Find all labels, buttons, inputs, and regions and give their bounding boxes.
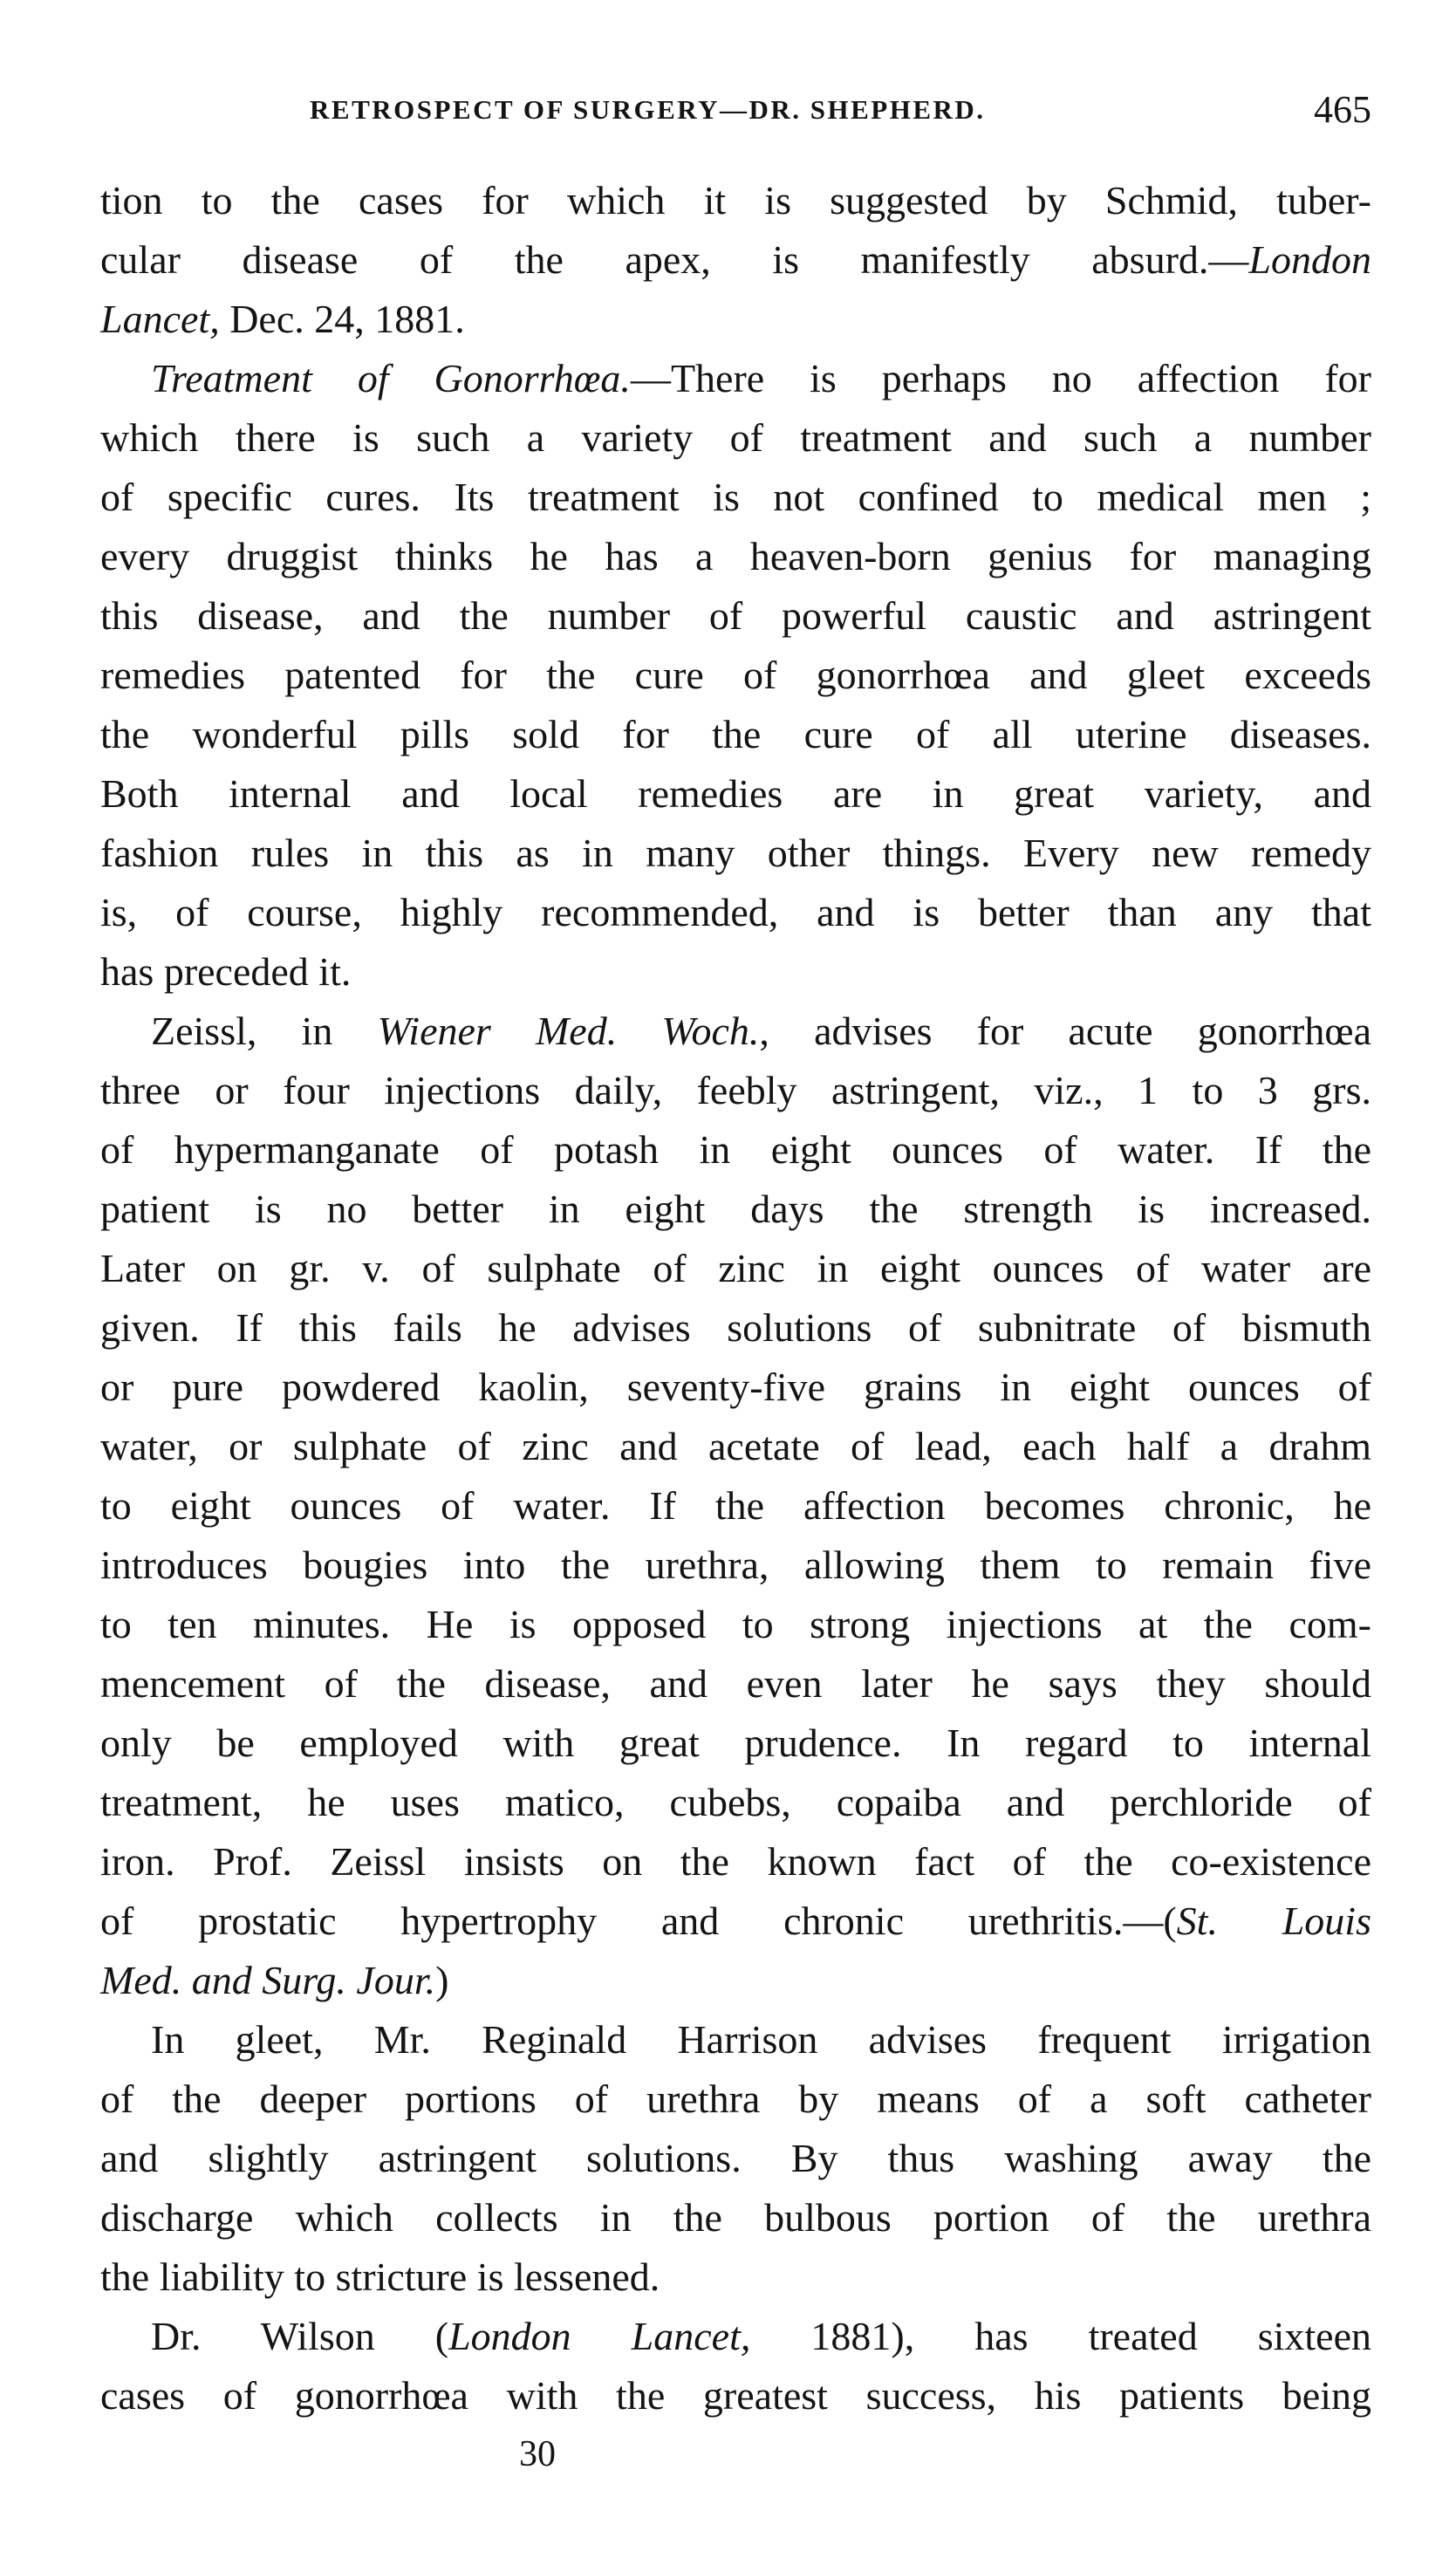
italic-text: London: [1248, 237, 1371, 282]
text-line: [100, 646, 1371, 705]
italic-text: Med. and Surg. Jour.: [100, 1958, 436, 2002]
text-segment: every druggist thinks he has a heaven-born genius for managing: [100, 534, 1371, 578]
text-line: [100, 468, 1371, 527]
running-title: RETROSPECT OF SURGERY—DR. SHEPHERD.: [310, 94, 986, 125]
text-line: [100, 1951, 1371, 2010]
text-segment: treatment, he uses matico, cubebs, copaiba and perchloride of: [100, 1780, 1371, 1824]
text-segment: only be employed with great prudence. In regard to internal: [100, 1721, 1371, 1765]
text-segment: or pure powdered kaolin, seventy-five grains in eight ounces of: [100, 1365, 1371, 1409]
text-segment: introduces bougies into the urethra, allowing them to remain five: [100, 1543, 1371, 1587]
text-segment: ): [435, 1958, 449, 2002]
text-line: [100, 1120, 1371, 1180]
text-line: [100, 1476, 1371, 1536]
text-line: [100, 2129, 1371, 2188]
text-segment: patient is no better in eight days the strength is increased.: [100, 1187, 1371, 1231]
text-segment: given. If this fails he advises solutions of subnitrate of bismuth: [100, 1305, 1371, 1350]
text-segment: tion to the cases for which it is suggested by Schmid, tuber-: [100, 178, 1371, 222]
italic-text: Wiener Med. Woch.: [377, 1009, 760, 1053]
text-line: [100, 408, 1371, 468]
italic-text: London Lancet,: [448, 2314, 751, 2358]
text-segment: —There is perhaps no affection for: [630, 356, 1371, 400]
text-segment: and slightly astringent solutions. By thus washing away the: [100, 2136, 1371, 2180]
text-segment: of prostatic hypertrophy and chronic urethritis.—(: [100, 1899, 1177, 1943]
text-segment: Dec. 24, 1881.: [219, 297, 465, 341]
text-line: [100, 1417, 1371, 1476]
text-segment: of hypermanganate of potash in eight ounces of water. If the: [100, 1127, 1371, 1172]
text-line: [100, 1773, 1371, 1832]
text-segment: cular disease of the apex, is manifestly absurd.—: [100, 237, 1249, 282]
text-line: [100, 290, 1371, 349]
text-line: [100, 705, 1371, 764]
text-segment: Zeissl, in: [151, 1009, 378, 1053]
italic-text: Treatment of Gonorrhœa.: [151, 356, 631, 400]
text-line: [100, 2248, 1371, 2307]
text-segment: the liability to stricture is lessened.: [100, 2254, 660, 2299]
text-segment: three or four injections daily, feebly astringent, viz., 1 to 3 grs.: [100, 1068, 1371, 1112]
text-line: [100, 230, 1371, 290]
text-segment: 1881), has treated sixteen: [750, 2314, 1372, 2358]
text-line: [100, 586, 1371, 646]
text-segment: to eight ounces of water. If the affection becomes chronic, he: [100, 1483, 1371, 1528]
italic-text: Lancet,: [100, 297, 220, 341]
text-line: [100, 942, 1371, 1002]
text-segment: which there is such a variety of treatment and such a number: [100, 415, 1371, 460]
text-line: [100, 1654, 1371, 1714]
text-segment: cases of gonorrhœa with the greatest success, his patients being: [100, 2373, 1371, 2418]
text-line: [100, 527, 1371, 586]
text-segment: the wonderful pills sold for the cure of all uterine diseases.: [100, 712, 1371, 756]
running-head: [100, 87, 1371, 140]
text-segment: Later on gr. v. of sulphate of zinc in eight ounces of water are: [100, 1246, 1371, 1290]
text-segment: Both internal and local remedies are in great variety, and: [100, 771, 1371, 816]
text-line: [100, 1832, 1371, 1892]
text-line: [100, 883, 1371, 942]
italic-text: St. Louis: [1176, 1899, 1371, 1943]
text-line: [100, 1061, 1371, 1120]
text-segment: , advises for acute gonorrhœa: [759, 1009, 1371, 1053]
text-segment: is, of course, highly recommended, and is better than any that: [100, 890, 1371, 934]
text-segment: remedies patented for the cure of gonorrhœa and gleet exceeds: [100, 653, 1371, 697]
text-line: [100, 1892, 1371, 1951]
text-line: [100, 824, 1371, 883]
text-segment: this disease, and the number of powerful caustic and astringent: [100, 593, 1371, 638]
text-line: [100, 1714, 1371, 1773]
text-segment: fashion rules in this as in many other things. Every new remedy: [100, 831, 1371, 875]
signature-mark: 30: [519, 2434, 556, 2474]
text-segment: of the deeper portions of urethra by means of a soft catheter: [100, 2076, 1371, 2121]
text-line: [100, 1002, 1371, 1061]
page-number: 465: [1314, 88, 1371, 131]
text-segment: of specific cures. Its treatment is not confined to medical men ;: [100, 475, 1371, 519]
text-line: [100, 1595, 1371, 1654]
text-segment: Dr. Wilson (: [151, 2314, 449, 2358]
text-line: [100, 2010, 1371, 2070]
text-segment: water, or sulphate of zinc and acetate of lead, each half a drahm: [100, 1424, 1371, 1468]
text-line: [100, 1358, 1371, 1417]
text-line: [100, 2070, 1371, 2129]
text-segment: mencement of the disease, and even later he says they should: [100, 1661, 1371, 1706]
text-segment: In gleet, Mr. Reginald Harrison advises frequent irrigation: [151, 2017, 1371, 2062]
text-line: [100, 2188, 1371, 2248]
text-line: [100, 764, 1371, 824]
text-line: [100, 1298, 1371, 1358]
text-line: [100, 1180, 1371, 1239]
text-segment: to ten minutes. He is opposed to strong injections at the com-: [100, 1602, 1371, 1646]
text-line: [100, 2307, 1371, 2366]
text-line: [100, 1239, 1371, 1298]
text-line: [100, 171, 1371, 230]
text-segment: iron. Prof. Zeissl insists on the known fact of the co-existence: [100, 1839, 1371, 1884]
body-text: [100, 171, 1371, 2425]
text-line: [100, 1536, 1371, 1595]
text-segment: has preceded it.: [100, 949, 352, 994]
text-segment: discharge which collects in the bulbous portion of the urethra: [100, 2195, 1371, 2240]
text-line: [100, 349, 1371, 408]
text-line: [100, 2366, 1371, 2425]
